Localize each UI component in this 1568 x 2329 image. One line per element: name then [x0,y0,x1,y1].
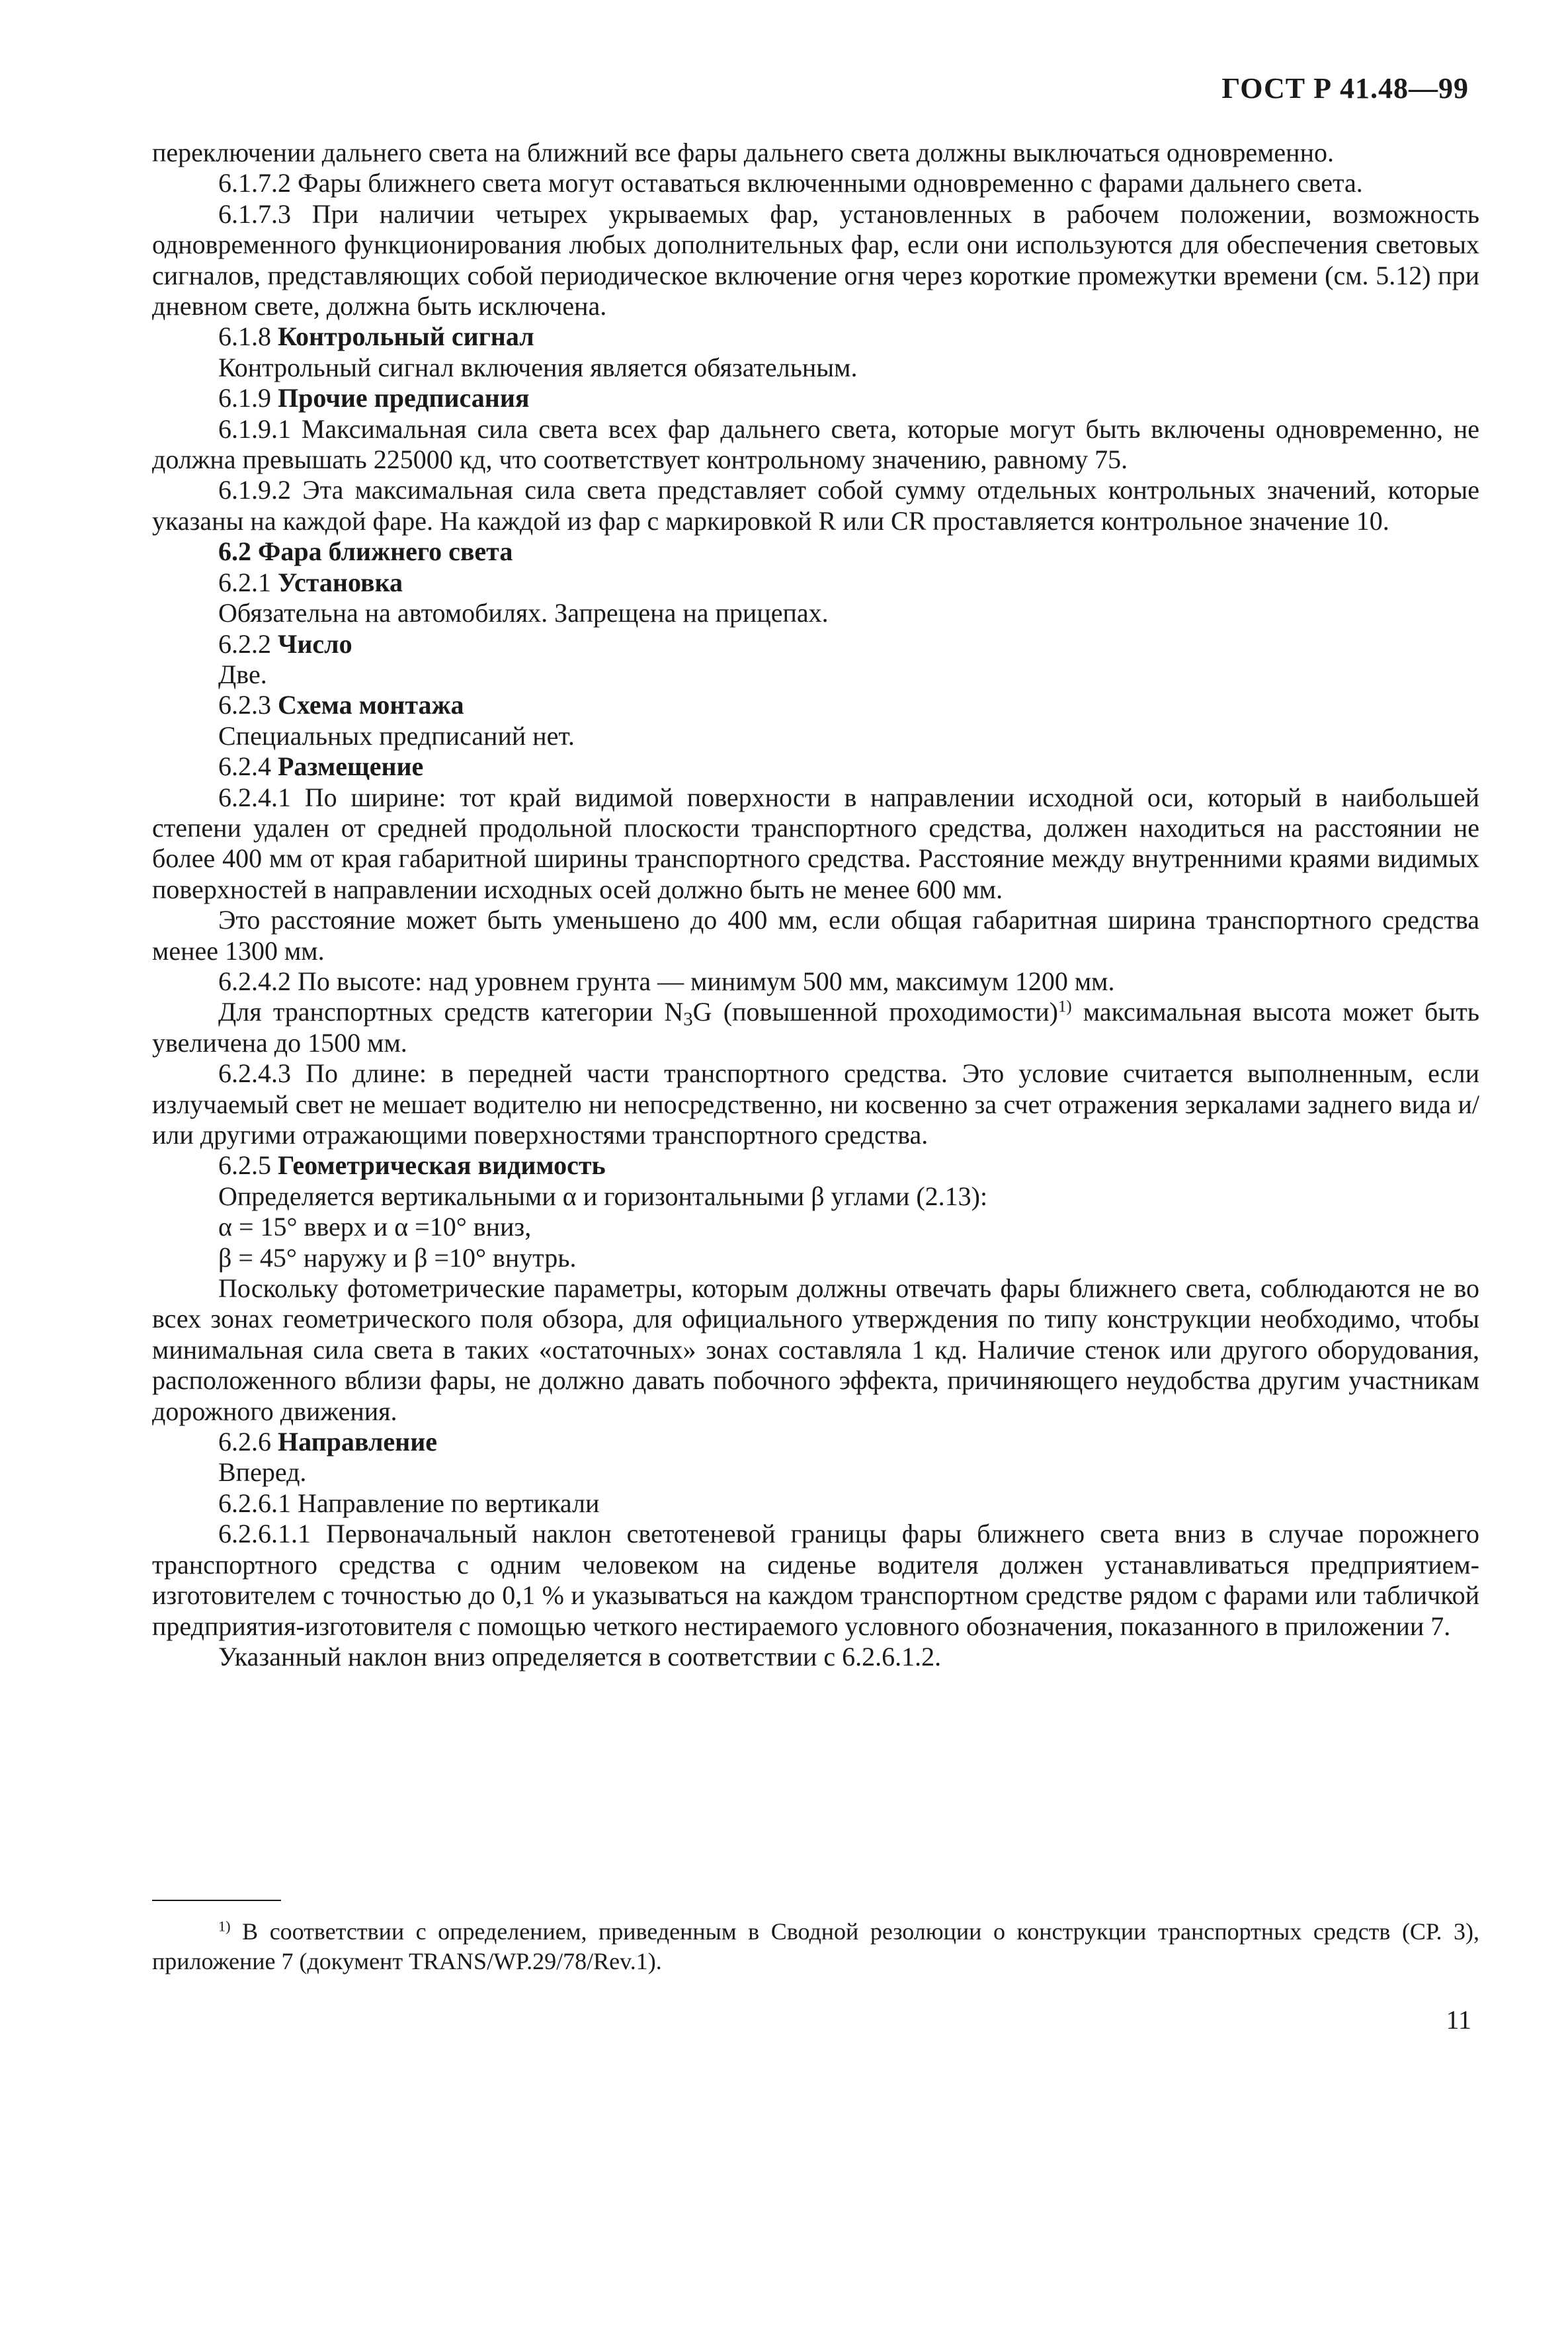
paragraph [152,414,1479,476]
paragraph [152,168,1479,198]
section-heading [152,1150,1479,1181]
page-number: 11 [1446,2005,1471,2035]
clause-title: Контрольный сигнал [278,321,534,352]
paragraph [152,1058,1479,1150]
clause-number: 6.2.4.3 [218,1058,291,1089]
clause-number: 6.2.6.1 [218,1488,291,1518]
clause-number: 6.1.7.3 [218,198,291,229]
clause-text: Специальных предписаний нет. [218,720,575,751]
section-heading [152,751,1479,782]
paragraph-block-1 [152,138,1479,997]
clause-number: 6.2.1 [218,567,271,597]
paragraph [152,659,1479,690]
clause-number: 6.2.3 [218,690,271,720]
paragraph [152,138,1479,168]
clause-text: Направление по вертикали [298,1488,600,1518]
clause-number: 6.1.9.2 [218,475,291,505]
paragraph [152,199,1479,322]
footnote-marker: 1) [218,1918,231,1935]
document-header: ГОСТ Р 41.48—99 [1221,72,1469,105]
clause-text: Эта максимальная сила света представляет собой сумму отдельных контрольных значений, которые указаны на каждой фаре. На каждой из фар с маркировкой R или CR проставляется контрольное значение 10. [152,475,1479,536]
clause-number: 6.2.6 [218,1427,271,1457]
paragraph [152,1273,1479,1427]
clause-text: При наличии четырех укрываемых фар, установленных в рабочем положении, возможность одновременного функционирования любых дополнительных фар, если они используются для обеспечения световых сигналов, представляющих собой периодическое включение огня через короткие промежутки времени (см. 5.12) при дневном свете, должна быть исключена. [152,198,1479,321]
section-heading [152,1427,1479,1457]
paragraph [152,1212,1479,1242]
footnote [152,1917,1479,1976]
clause-text: α = 15° вверх и α =10° вниз, [218,1212,532,1242]
section-heading [152,383,1479,413]
paragraph-block-2 [152,1058,1479,1672]
clause-text: Первоначальный наклон светотеневой границы фары ближнего света вниз в случае порожнего транспортного средства с одним человеком на сиденье водителя должен устанавливаться предприятием-изготовителем с точностью до 0,1 % и указываться на каждом транспортном средстве рядом с фарами или табличкой предприятия-изготовителя с помощью четкого нестираемого условного обозначения, показанного в приложении 7. [152,1519,1480,1641]
clause-text: Обязательна на автомобилях. Запрещена на прицепах. [218,598,829,628]
clause-text: переключении дальнего света на ближний все фары дальнего света должны выключаться одновременно. [152,138,1334,167]
paragraph [152,598,1479,628]
paragraph [152,966,1479,997]
paragraph [152,353,1479,383]
clause-title: Прочие предписания [278,383,530,413]
clause-title: Размещение [278,751,424,782]
clause-text: По высоте: над уровнем грунта — минимум 500 мм, максимум 1200 мм. [298,966,1115,996]
clause-number: 6.1.9.1 [218,413,291,444]
clause-number: 6.2.2 [218,628,271,659]
section-heading [152,568,1479,598]
paragraph [152,783,1479,906]
clause-text: Вперед. [218,1457,307,1488]
clause-text: Фары ближнего света могут оставаться включенными одновременно с фарами дальнего света. [298,168,1363,198]
clause-text: Определяется вертикальными α и горизонтальными β углами (2.13): [218,1181,988,1211]
paragraph [152,1642,1479,1672]
footnote-ref[interactable]: 1) [1057,997,1072,1016]
paragraph [152,1519,1479,1642]
clause-title: Фара ближнего света [258,536,513,567]
clause-title: Установка [278,567,403,597]
clause-number: 6.2.5 [218,1150,271,1181]
clause-text: Контрольный сигнал включения является обязательным. [218,352,858,382]
footnote-body: В соответствии с определением, приведенным в Сводной резолюции о конструкции транспортных средств (СР. 3), приложение 7 (документ TRANS/WP.29/78/Rev.1). [152,1918,1479,1974]
document-body [152,138,1479,1672]
n3g-text-before: Для транспортных средств категории N [218,997,684,1027]
clause-number: 6.1.7.2 [218,168,291,198]
clause-number: 6.2 [218,536,251,567]
footnote-text [152,1917,1479,1976]
clause-title: Направление [278,1427,437,1457]
clause-text: β = 45° наружу и β =10° внутрь. [218,1242,577,1273]
clause-number: 6.2.4 [218,751,271,782]
clause-number: 6.2.4.1 [218,782,291,812]
section-heading [152,629,1479,659]
clause-number: 6.1.9 [218,383,271,413]
n3g-subscript: 3 [683,1009,693,1031]
clause-number: 6.1.8 [218,321,271,352]
clause-text: Две. [218,659,267,689]
clause-title: Схема монтажа [278,690,464,720]
paragraph [152,1181,1479,1212]
clause-text: По ширине: тот край видимой поверхности в направлении исходной оси, который в наибольшей степени удален от средней продольной плоскости транспортного средства, должен находиться на расстоянии не более 400 мм от края габаритной ширины транспортного средства. Расстояние между внутренними краями видимых поверхностей в направлении исходных осей должно быть не менее 600 мм. [152,782,1480,904]
clause-text: Это расстояние может быть уменьшено до 400 мм, если общая габаритная ширина транспортного средства менее 1300 мм. [152,905,1479,966]
paragraph [152,905,1479,966]
n3g-text-after: максимальная высота может быть увеличена до 1500 мм. [152,997,1479,1058]
clause-number: 6.2.4.2 [218,966,291,996]
section-heading [152,321,1479,352]
paragraph [152,1243,1479,1273]
paragraph-n3g [152,997,1479,1058]
paragraph [152,475,1479,536]
clause-text: Максимальная сила света всех фар дальнего света, которые могут быть включены одновременно, не должна превышать 225000 кд, что соответствует контрольному значению, равному 75. [152,413,1480,475]
n3g-text-after-sub: G (повышенной проходимости) [692,997,1058,1027]
section-heading [152,690,1479,720]
section-heading [152,536,1479,567]
paragraph [152,1488,1479,1519]
clause-title: Число [278,628,352,659]
clause-title: Геометрическая видимость [278,1150,606,1181]
clause-number: 6.2.6.1.1 [218,1519,311,1549]
footnote-separator [152,1900,281,1901]
paragraph [152,721,1479,751]
clause-text: Поскольку фотометрические параметры, которым должны отвечать фары ближнего света, соблюдаются не во всех зонах геометрического поля обзора, для официального утверждения по типу конструкции необходимо, чтобы минимальная сила света в таких «остаточных» зонах составляла 1 кд. Наличие стенок или другого оборудования, расположенного вблизи фары, не должно давать побочного эффекта, причиняющего неудобства другим участникам дорожного движения. [152,1273,1479,1426]
clause-text: Указанный наклон вниз определяется в соответствии с 6.2.6.1.2. [218,1641,942,1672]
clause-text: По длине: в передней части транспортного средства. Это условие считается выполненным, если излучаемый свет не мешает водителю ни непосредственно, ни косвенно за счет отражения зеркалами заднего вида и/или другими отражающими поверхностями транспортного средства. [152,1058,1479,1150]
paragraph [152,1457,1479,1488]
